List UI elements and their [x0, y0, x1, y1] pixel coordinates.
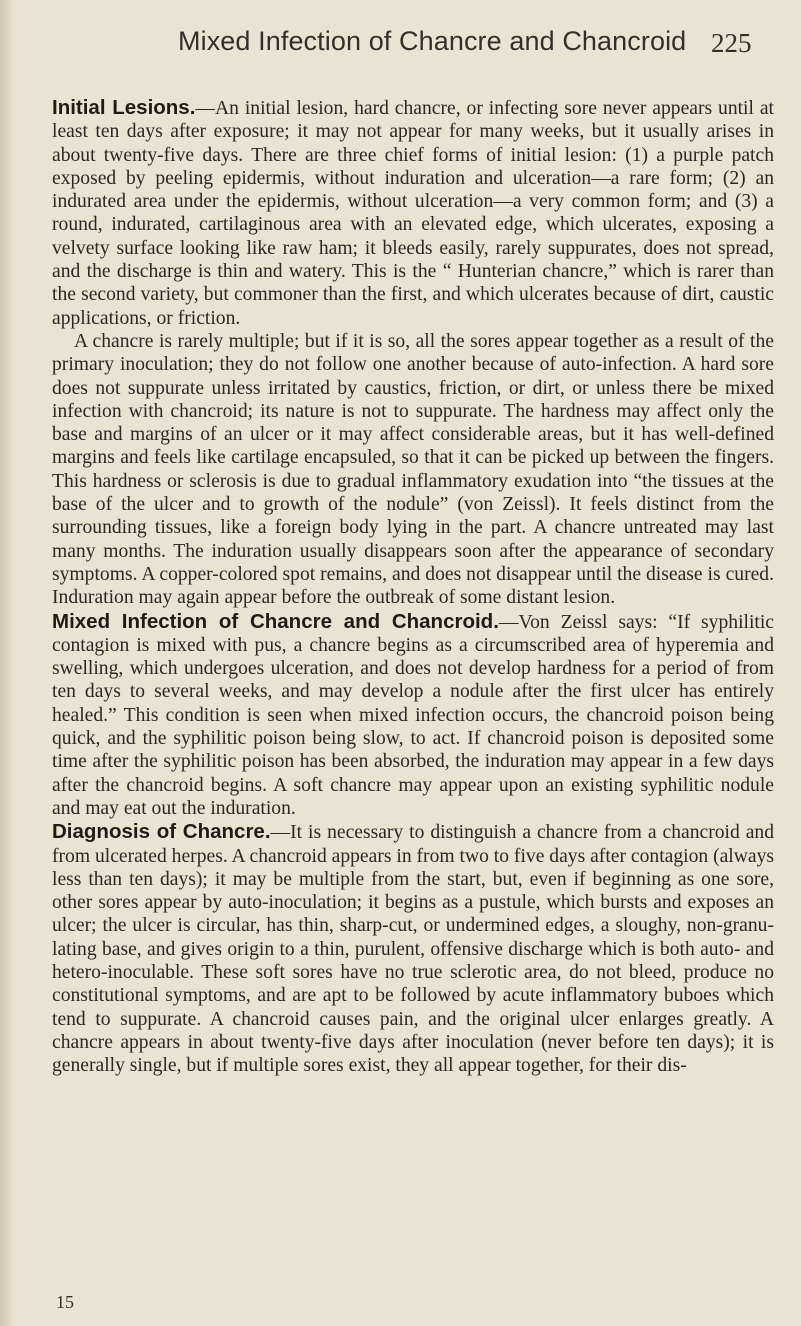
paragraph-text: —Von Zeissl says: “If syphilitic contagion is mixed with pus, a chancre begins as a circumscribed area of hyperemia and swelling, which undergoes ulceration, and does not develop hardness for a period of from ten days to several weeks, and may develop a nodule after the first ulcer has entirely healed.” This condition is seen when mixed infection occurs, the chancroid poison being quick, and the syphilitic poison being slow, to act. If chancroid poison is deposited some time after the syphilitic poison has been absorbed, the induration may appear in a few days after the chancroid begins. A soft chancre may appear upon an existing syphilitic nodule and may eat out the induration.: [52, 611, 774, 819]
paragraph-chancre-multiple: [52, 330, 774, 610]
running-title: Mixed Infection of Chancre and Chancroid: [178, 26, 687, 56]
section-heading-diagnosis: Diagnosis of Chancre.: [52, 820, 271, 844]
section-heading-initial-lesions: Initial Lesions.: [52, 96, 196, 119]
paragraph-initial-lesions: [52, 96, 774, 330]
paragraph-text: —It is necessary to distinguish a chancre from a chancroid and from ulcerated herpes. A chancroid appears in from two to five days after contagion (always less than ten days); it may be multiple from the start, but, even if beginning as one sore, other sores appear by auto-inoculation; it begins as a pustule, which bursts and exposes an ulcer; the ulcer is circular, has thin, sharp-cut, or undermined edges, a sloughy, non-granulating base, and gives origin to a thin, purulent, offensive discharge which is both auto- and hetero-inoculable. These soft sores have no true sclerotic area, do not bleed, produce no constitutional symptoms, and are apt to be followed by acute inflammatory buboes which tend to suppurate. A chancroid causes pain, and the original ulcer enlarges greatly. A chancre appears in about twenty-five days after inoculation (never before ten days); it is generally single, but if multiple sores exist, they all appear together, for their dis-: [52, 822, 774, 1077]
paragraph-text: A chancre is rarely multiple; but if it is so, all the sores appear together as a result of the primary inoculation; they do not follow one another because of auto-infection. A hard sore does not suppurate unless irritated by caustics, friction, or dirt, or unless there be mixed infection with chancroid; its nature is not to suppurate. The hardness may affect only the base and margins of an ulcer or it may affect considerable areas, but it has well-defined margins and feels like cartilage encapsuled, so that it can be picked up between the fingers. This hardness or sclerosis is due to gradual inflammatory exudation into “the tissues at the base of the ulcer and to growth of the nodule” (von Zeissl). It feels distinct from the surrounding tissues, like a foreign body lying in the part. A chancre untreated may last many months. The induration usually disappears soon after the appearance of secondary symptoms. A copper-colored spot remains, and does not disappear until the disease is cured. Induration may again appear before the outbreak of some distant lesion.: [52, 330, 774, 609]
running-head: [0, 24, 801, 64]
page-gutter-shadow: [0, 0, 14, 1326]
section-heading-mixed-infection: Mixed Infection of Chancre and Chancroid.: [52, 609, 499, 633]
page-number: 225: [711, 28, 752, 58]
paragraph-diagnosis: [52, 820, 774, 1077]
paragraph-text: —An initial lesion, hard chancre, or infecting sore never appears until at least ten days after exposure; it may not appear for many weeks, but it usually arises in about twenty-five days. There are three chief forms of initial lesion: (1) a purple patch exposed by peeling epidermis, without induration and ulceration—a rare form; (2) an indurated area under the epidermis, without ulceration—a very common form; and (3) a round, indurated, cartilaginous area with an elevated edge, which ulcerates, exposing a velvety surface looking like raw ham; it bleeds easily, rarely suppurates, does not spread, and the discharge is thin and watery. This is the “ Hunterian chancre,” which is rarer than the second variety, but commoner than the first, and which ulcerates because of dirt, caustic applications, or friction.: [52, 98, 774, 329]
paragraph-mixed-infection: [52, 610, 774, 821]
signature-mark: 15: [56, 1292, 74, 1312]
body-text: [52, 96, 774, 1077]
